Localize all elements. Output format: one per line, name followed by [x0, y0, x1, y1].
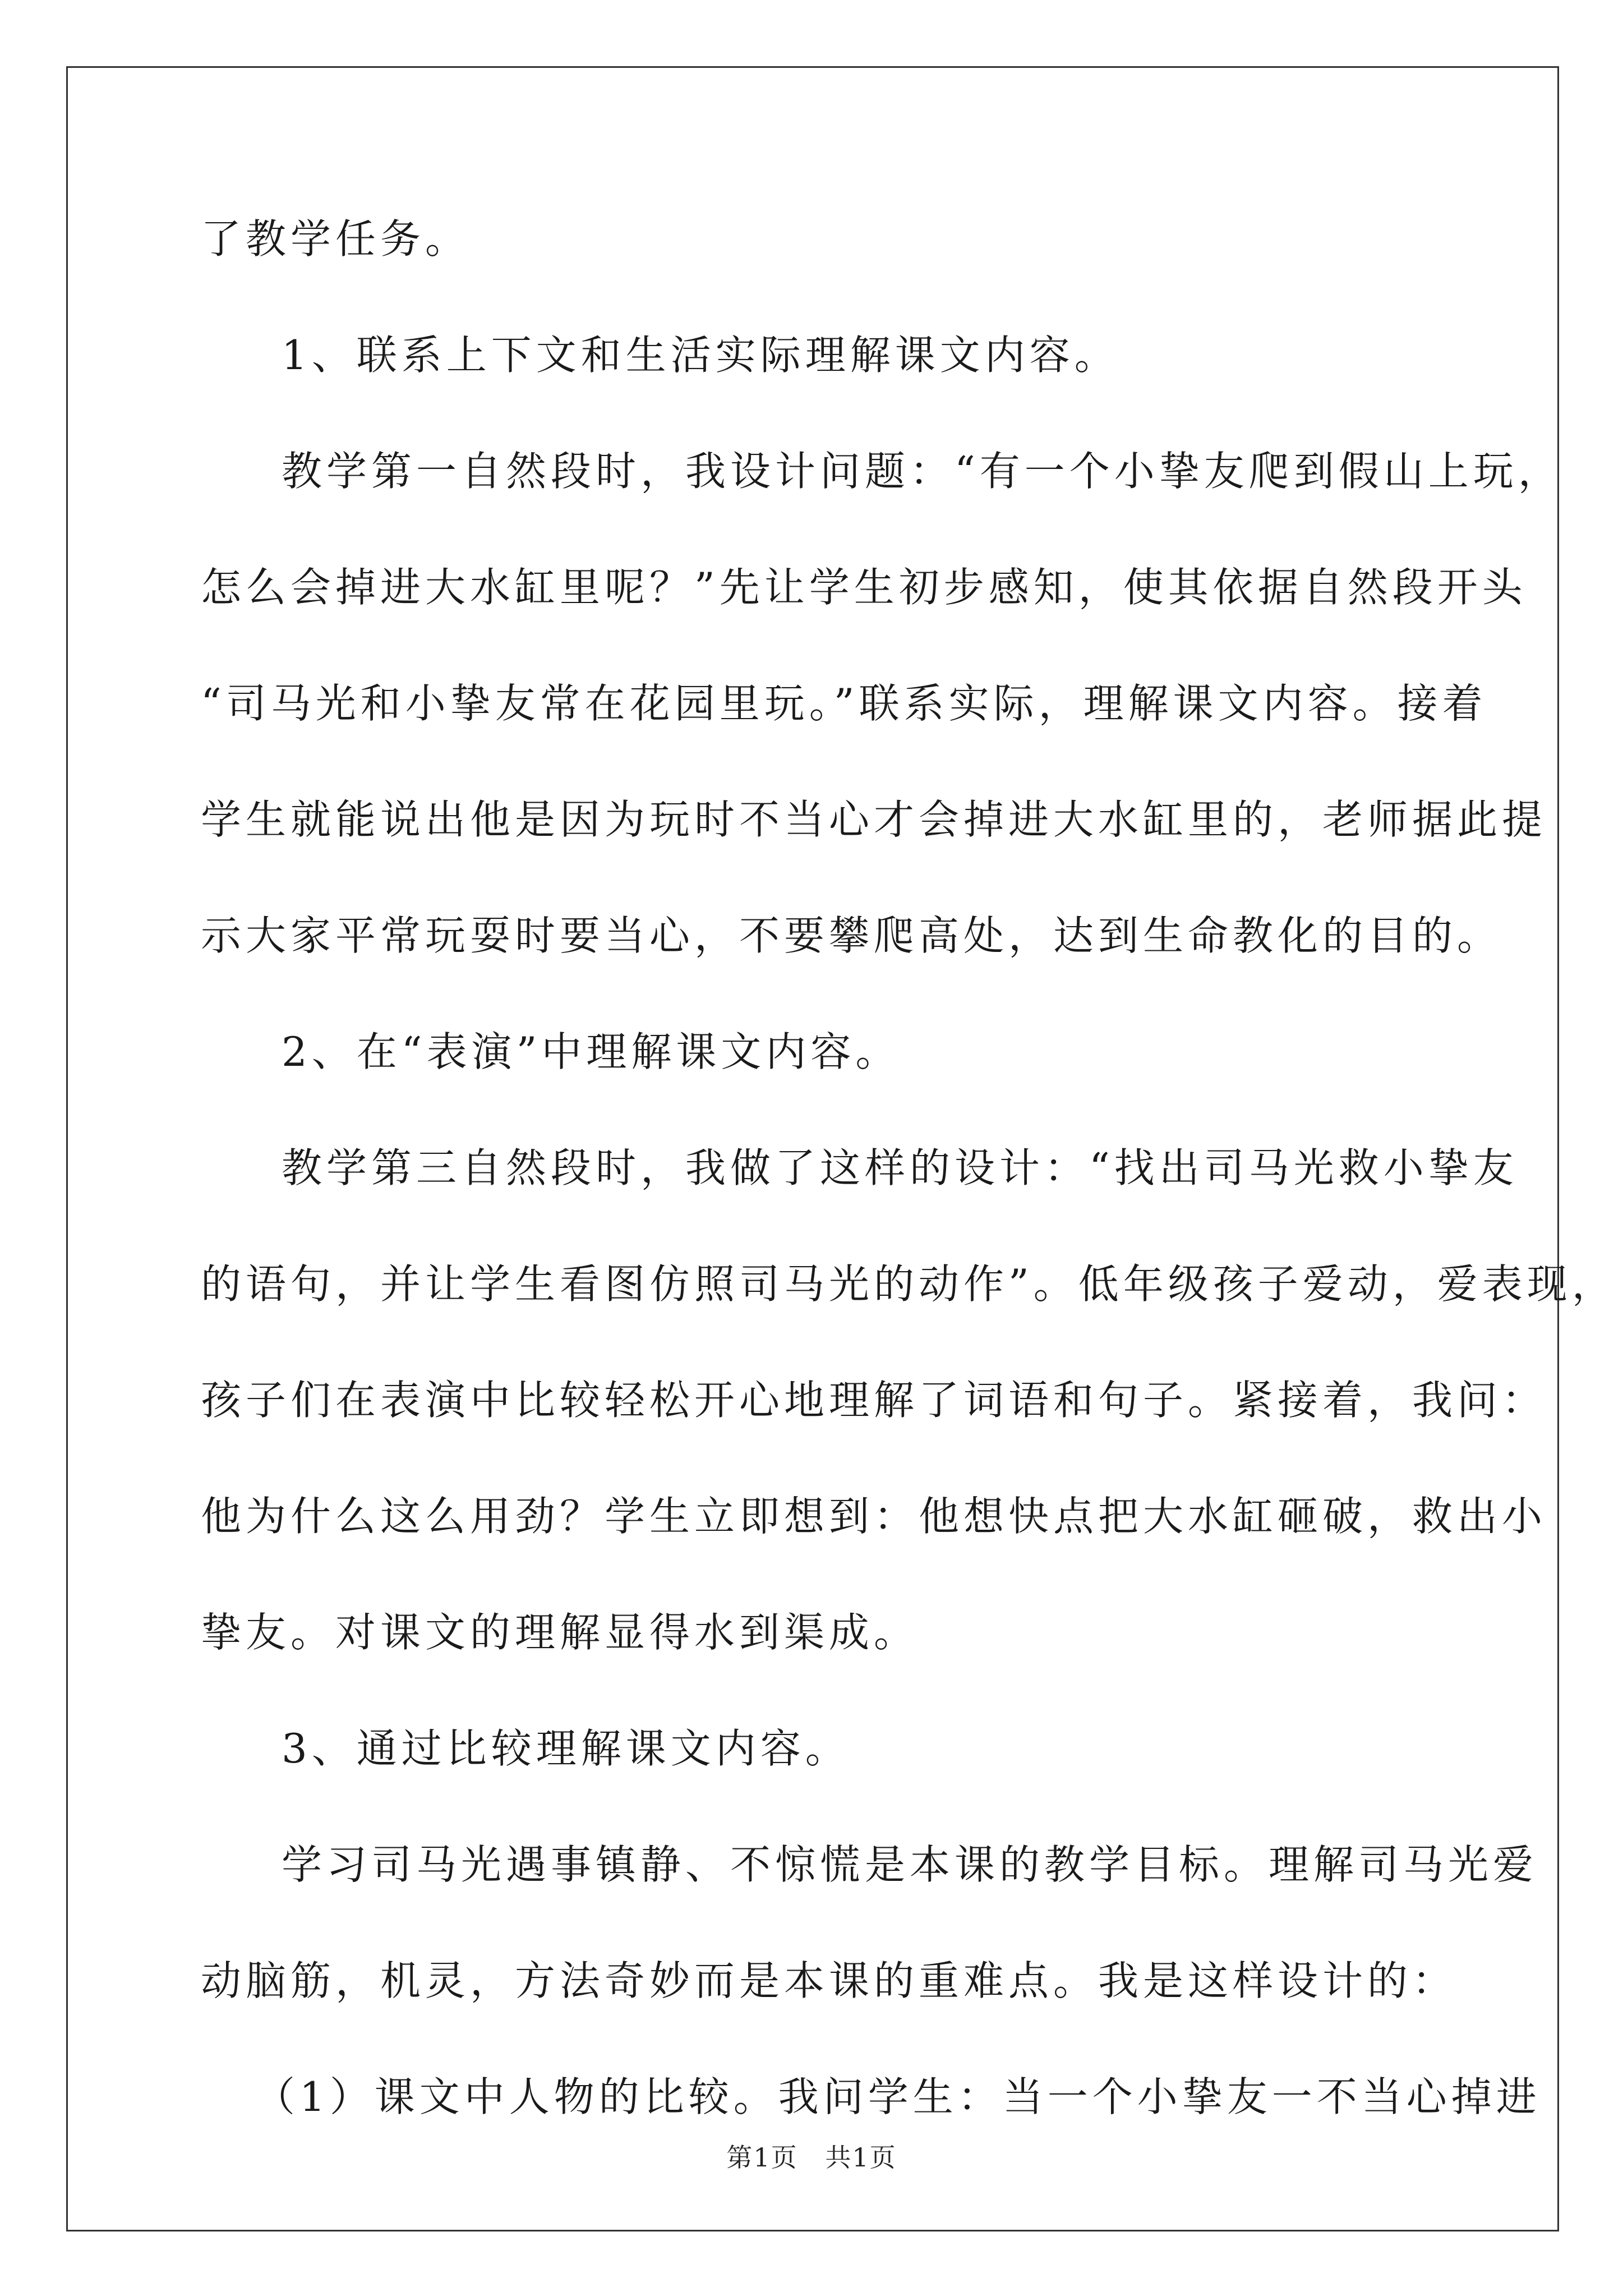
text-line: 示大家平常玩耍时要当心，不要攀爬高处，达到生命教化的目的。 [201, 912, 1502, 959]
page-total: 共1页 [825, 2142, 897, 2173]
text-line: 了教学任务。 [201, 215, 471, 263]
text-line: 孩子们在表演中比较轻松开心地理解了词语和句子。紧接着，我问： [201, 1377, 1547, 1424]
section-heading: 3、通过比较理解课文内容。 [282, 1725, 850, 1772]
text-line: 动脑筋，机灵，方法奇妙而是本课的重难点。我是这样设计的： [201, 1957, 1458, 2004]
text-line: “司马光和小挚友常在花园里玩。”联系实际，理解课文内容。接着 [201, 680, 1487, 727]
section-heading: 1、联系上下文和生活实际理解课文内容。 [282, 332, 1119, 379]
text-line: 的语句，并让学生看图仿照司马光的动作”。低年级孩子爱动，爱表现， [201, 1260, 1617, 1308]
text-line: （1）课文中人物的比较。我问学生：当一个小挚友一不当心掉进 [255, 2073, 1541, 2120]
text-line: 挚友。对课文的理解显得水到渠成。 [201, 1609, 919, 1656]
text-line: 学生就能说出他是因为玩时不当心才会掉进大水缸里的，老师据此提 [201, 796, 1547, 843]
section-heading: 2、在“表演”中理解课文内容。 [282, 1028, 901, 1075]
text-line: 学习司马光遇事镇静、不惊慌是本课的教学目标。理解司马光爱 [282, 1841, 1538, 1888]
text-line: 教学第一自然段时，我设计问题：“有一个小挚友爬到假山上玩， [282, 448, 1563, 495]
page-number: 第1页 [726, 2142, 798, 2173]
text-line: 他为什么这么用劲？学生立即想到：他想快点把大水缸砸破，救出小 [201, 1493, 1547, 1540]
text-line: 怎么会掉进大水缸里呢？”先让学生初步感知，使其依据自然段开头 [201, 564, 1527, 611]
text-line: 教学第三自然段时，我做了这样的设计：“找出司马光救小挚友 [282, 1144, 1518, 1191]
page-footer [0, 2137, 1623, 2174]
